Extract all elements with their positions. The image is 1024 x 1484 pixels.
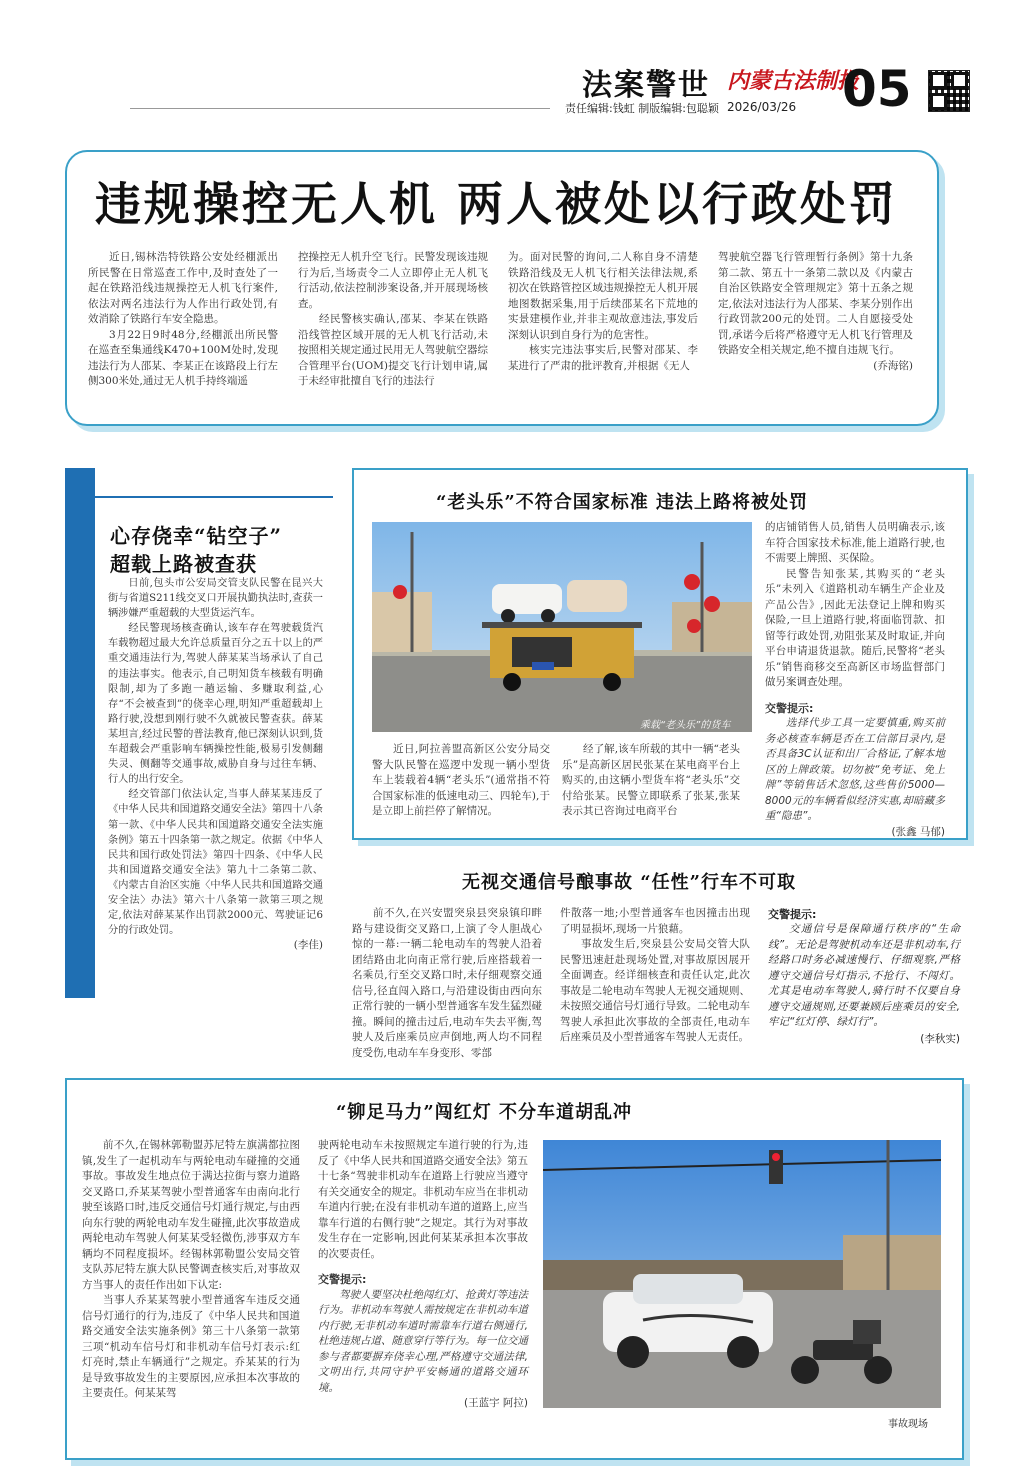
paragraph: 经民警现场核查确认,该车存在驾驶载货汽车载物超过最大允许总质量百分之五十以上的严重交通违法行为,驾驶人薛某某当场承认了自己的违法事实。他表示,自己明知货车核载有明确限制,却为了多跑一趟运输、多赚取利益,心存“不会被查到”的侥幸心理,明知严重超载却上路行驶,没想到刚行驶不久就被民警查获。薛某某坦言,经过民警的普法教育,他已深刻认识到,货车超载会严重影响车辆操控性能,极易引发侧翻失灵、侧翻等交通事故,威胁自身与过往车辆、行人的出行安全。 [108,623,323,786]
accident-photo [543,1140,941,1408]
editors-credit: 责任编辑:钱虹 制版编辑:包聪颖 [565,102,719,115]
redlight-column-1 [82,1138,300,1402]
truck-photo-caption: 乘载“老头乐”的货车 [640,720,731,731]
headline-signal: 无视交通信号酿事故 “任性”行车不可取 [462,872,796,893]
section-title: 法案警世 [582,68,710,103]
drone-column-2 [298,250,488,390]
tip-text: 交通信号是保障通行秩序的“生命线”。无论是驾驶机动车还是非机动车,行经路口时务必减速慢行、仔细观察,严格遵守交通信号灯指示,不抢行、不闯灯。尤其是电动车驾驶人,骑行时不仅要自身遵守交通规则,还要兼顾后座乘员的安全,牢记“红灯停、绿灯行”。 [768,923,960,1028]
tip-label: 交警提示: [318,1273,367,1286]
paragraph: 驾驶航空器飞行管理暂行条例》第十九条第二款、第五十一条第二款以及《内蒙古自治区铁路安全管理规定》第十五条之规定,依法对违法行为人邵某、李某分别作出行政罚款200元的处罚。二人自愿接受处罚,承诺今后将严格遵守无人机飞行管理及铁路安全相关规定,绝不擅自违规飞行。 [718,251,913,356]
qr-code-icon[interactable] [928,70,970,112]
paragraph: 件散落一地;小型普通客车也因撞击出现了明显损坏,现场一片狼藉。 [560,907,750,935]
paragraph: 经民警核实确认,邵某、李某在铁路沿线管控区域开展的无人机飞行活动,未按照相关规定通过民用无人驾驶航空器综合管理平台(UOM)提交飞行计划申请,属于未经审批擅自飞行的违法行 [298,313,488,387]
headline-drone: 违规操控无人机 两人被处以行政处罚 [95,177,899,231]
page-number: 05 [842,60,912,118]
byline: (李秋实) [920,1032,960,1045]
headline-laotoule: “老头乐”不符合国家标准 违法上路将被处罚 [436,492,808,513]
signal-tip [768,906,960,1046]
header-rule [130,108,550,109]
paragraph: 经交管部门依法认定,当事人薛某某违反了《中华人民共和国道路交通安全法》第四十八条第一款、《中华人民共和国道路交通安全法实施条例》第五十四条第一款之规定。依据《中华人民共和国行政处罚法》第四十四条、《中华人民共和国道路交通安全法》第九十二条第二款、《内蒙古自治区实施〈中华人民共和国道路交通安全法〉办法》第六十八条第一款第三项之规定,依法对薛某某作出罚款2000元、驾驶证记6分的行政处罚。 [108,789,323,937]
laotoule-column-3 [765,520,945,840]
truck-photo [372,522,752,732]
paragraph: 当事人乔某某驾驶小型普通客车违反交通信号灯通行的行为,违反了《中华人民共和国道路交通安全法实施条例》第三十八条第一款第三项“机动车信号灯和非机动车信号灯表示:红灯亮时,禁止车辆通行”之规定。乔某某的行为是导致事故发生的主要原因,应承担本次事故的主要责任。何某某驾 [82,1294,300,1399]
drone-column-4 [718,250,913,374]
tip-label: 交警提示: [765,701,814,715]
paragraph: 经了解,该车所载的其中一辆“老头乐”是高新区居民张某在某电商平台上购买的,由这辆小型货车将“老头乐”交付给张某。民警立即联系了张某,张某表示其已咨询过电商平台 [562,743,740,817]
paragraph: 民警告知张某,其购买的“老头乐”未列入《道路机动车辆生产企业及产品公告》,因此无法登记上牌和购买保险,一旦上道路行驶,将面临罚款、扣留等行政处罚,劝阻张某及时取证,并向平台申请退货退款。随后,民警将“老头乐”销售商移交至高新区市场监督部门做另案调查处理。 [765,567,945,688]
drone-column-3 [508,250,698,374]
byline: (乔海铭) [873,359,913,372]
redlight-column-2 [318,1138,528,1412]
headline-overload-line2: 超载上路被查获 [110,552,257,576]
paragraph: 事故发生后,突泉县公安局交管大队民警迅速赶赴现场处置,对事故原因展开全面调查。经详细核查和责任认定,此次事故是二轮电动车驾驶人无视交通规则、未按照交通信号灯通行导致。二轮电动车驾驶人承担此次事故的全部责任,电动车后座乘员及小型普通客车驾驶人无责任。 [560,938,750,1043]
paragraph: 控操控无人机升空飞行。民警发现该违规行为后,当场责令二人立即停止无人机飞行活动,依法控制涉案设备,并开展现场核查。 [298,251,488,310]
paragraph: 为。面对民警的询问,二人称自身不清楚铁路沿线及无人机飞行相关法律法规,系初次在铁路管控区域违规操控无人机开展地图数据采集,用于后续邵某名下荒地的实景建模作业,并非主观故意违法,事发后深刻认识到自身行为的危害性。 [508,251,698,341]
signal-column-1 [352,906,542,1061]
issue-date: 2026/03/26 [727,100,797,114]
paragraph: 的店铺销售人员,销售人员明确表示,该车符合国家技术标准,能上道路行驶,也不需要上牌照、买保险。 [765,521,945,564]
paragraph: 前不久,在兴安盟突泉县突泉镇印畔路与建设街交叉路口,上演了令人胆战心惊的一幕:一辆二轮电动车的驾驶人沿着团结路由北向南正常行驶,后座搭载着一名乘员,行至交叉路口时,未仔细观察交通信号,径直闯入路口,与沿建设街由西向东正常行驶的一辆小型普通客车发生猛烈碰撞。瞬间的撞击过后,电动车失去平衡,驾驶人及后座乘员应声倒地,两人均不同程度受伤,电动车车身变形、零部 [352,907,542,1059]
paragraph: 近日,阿拉善盟高新区公安分局交警大队民警在巡逻中发现一辆小型货车上装载着4辆“老头乐”(通常指不符合国家标准的低速电动三、四轮车),于是立即上前拦停了解情况。 [372,743,550,817]
paragraph: 核实完违法事实后,民警对邵某、李某进行了严肃的批评教育,并根据《无人 [508,344,698,372]
paragraph: 近日,锡林浩特铁路公安处经棚派出所民警在日常巡查工作中,及时查处了一起在铁路沿线违规操控无人机飞行案件,依法对两名违法行为人作出行政处罚,有效消除了铁路行车安全隐患。 [88,251,278,325]
headline-redlight: “铆足马力”闯红灯 不分车道胡乱冲 [336,1102,632,1123]
laotoule-column-1 [372,742,550,820]
byline: (王蓝宇 阿拉) [463,1397,528,1409]
sidebar-accent-bar [65,468,95,998]
overload-body [108,576,323,953]
accident-photo-caption: 事故现场 [888,1419,928,1430]
signal-column-2 [560,906,750,1046]
headline-overload-line1: 心存侥幸“钻空子” [110,524,283,548]
tip-text: 选择代步工具一定要慎重,购买前务必核查车辆是否在工信部目录内,是否具备3C认证和出厂合格证,了解本地区的上牌政策。切勿被“免考证、免上牌”等销售话术忽悠,这些售价5000—8000元的车辆看似经济实惠,却暗藏多重“隐患”。 [765,717,945,822]
newspaper-logo: 内蒙古法制报 [727,68,860,94]
paragraph: 驶两轮电动车未按照规定车道行驶的行为,违反了《中华人民共和国道路交通安全法》第五十七条“驾驶非机动车在道路上行驶应当遵守有关交通安全的规定。非机动车应当在非机动车道内行驶;在没有非机动车道的道路上,应当靠车行道的右侧行驶”之规定。其行为对事故发生存在一定影响,因此何某某承担本次事故的次要责任。 [318,1139,528,1260]
byline: (张鑫 马郁) [891,825,945,838]
paragraph: 日前,包头市公安局交管支队民警在昆兴大街与省道S211线交叉口开展执勤执法时,查获一辆涉嫌严重超载的大型货运汽车。 [108,578,323,620]
byline: (李佳) [293,939,323,952]
laotoule-column-2 [562,742,740,820]
paragraph: 3月22日9时48分,经棚派出所民警在巡查至集通线K470+100M处时,发现违法行为人邵某、李某正在该路段上行左侧300米处,通过无人机手持终端遥 [88,328,278,387]
tip-text: 驾驶人要坚决杜绝闯红灯、抢黄灯等违法行为。非机动车驾驶人需按规定在非机动车道内行驶,无非机动车道时需靠车行道右侧通行,杜绝违规占道、随意穿行等行为。每一位交通参与者都要摒弃侥幸心理,严格遵守交通法律,文明出行,共同守护平安畅通的道路交通环境。 [318,1288,528,1394]
paragraph: 前不久,在锡林郭勒盟苏尼特左旗满都拉图镇,发生了一起机动车与两轮电动车碰撞的交通事故。事故发生地点位于满达拉街与察力道路交叉路口,乔某某驾驶小型普通客车由南向北行驶至该路口时,违反交通信号灯通行规定,与由西向东行驶的两轮电动车发生碰撞,此次事故造成两轮电动车驾驶人何某某受轻微伤,涉事双方车辆均不同程度损坏。经锡林郭勒盟公安局交管支队苏尼特左旗大队民警调查核实后,对事故双方当事人的责任作出如下认定: [82,1139,300,1291]
tip-label: 交警提示: [768,908,817,921]
drone-column-1 [88,250,278,390]
